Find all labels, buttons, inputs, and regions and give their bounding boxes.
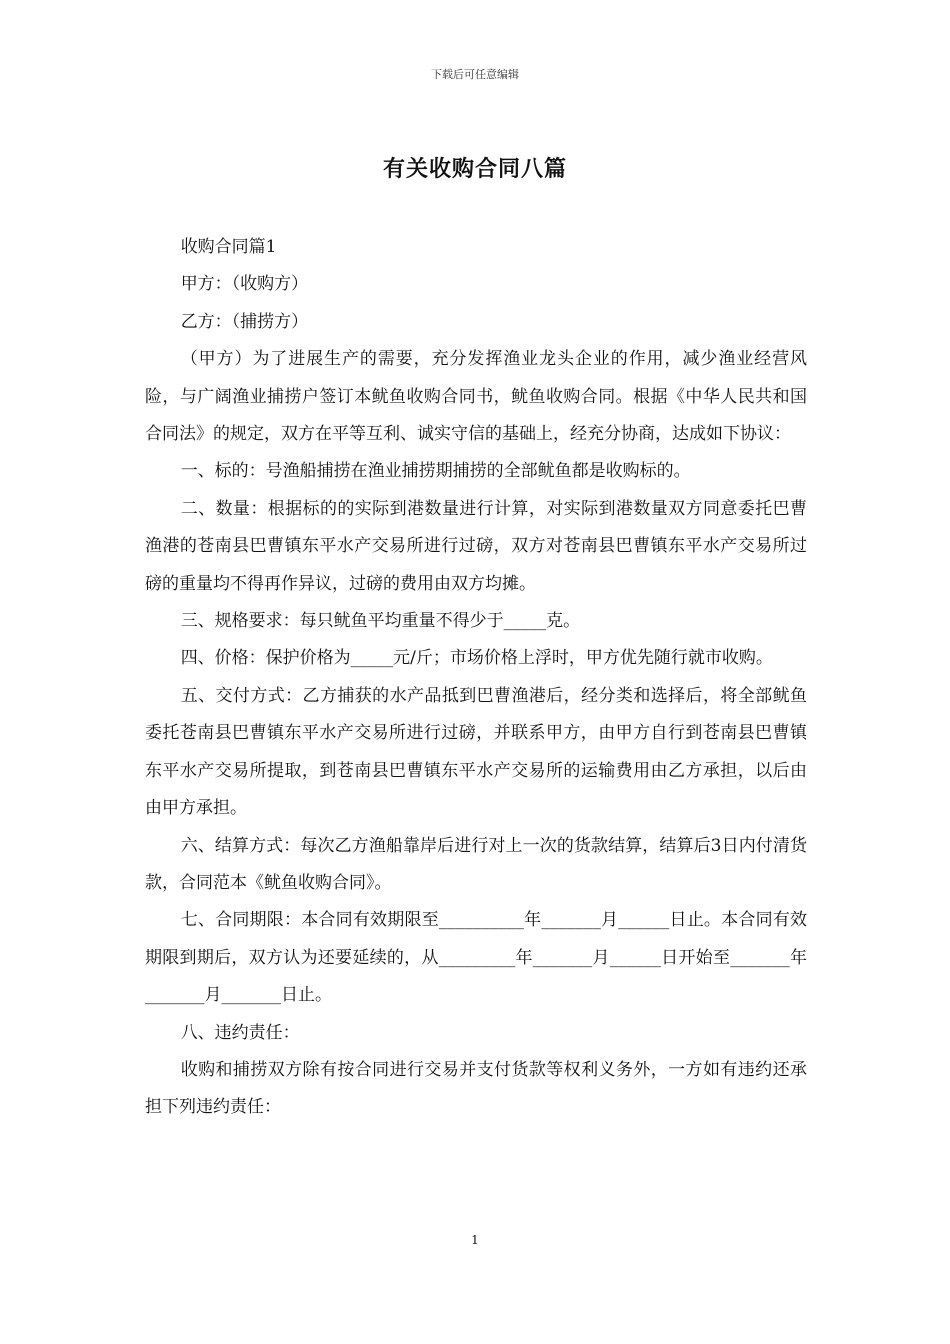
paragraph-clause-7: 七、合同期限：本合同有效期限至__________年_______月______日止。本合同有效期限到期后，双方认为还要延续的，从_________年_______月______日开始至_______年_______月_______日止。 [145,910,807,1006]
paragraph-clause-1: 一、标的：号渔船捕捞在渔业捕捞期捕捞的全部鱿鱼都是收购标的。 [180,461,691,482]
paragraph-clause-2: 二、数量：根据标的的实际到港数量进行计算，对实际到港数量双方同意委托巴曹渔港的苍南县巴曹镇东平水产交易所进行过磅，双方对苍南县巴曹镇东平水产交易所过磅的重量均不得再作异议，过磅的费用由双方均摊。 [145,498,807,594]
header-note: 下载后可任意编辑 [431,68,519,81]
paragraph-clause-8-text: 收购和捕捞双方除有按合同进行交易并支付货款等权利义务外，一方如有违约还承担下列违约责任： [145,1059,807,1118]
paragraph-clause-6: 六、结算方式：每次乙方渔船靠岸后进行对上一次的货款结算，结算后3日内付清货款，合同范本《鱿鱼收购合同》。 [145,835,807,893]
paragraph-clause-4: 四、价格：保护价格为_____元/斤；市场价格上浮时，甲方优先随行就市收购。 [180,648,773,669]
paragraph-party-a: 甲方：（收购方） [180,274,309,295]
paragraph-preamble: （甲方）为了进展生产的需要，充分发挥渔业龙头企业的作用，减少渔业经营风险，与广阔渔业捕捞户签订本鱿鱼收购合同书，鱿鱼收购合同。根据《中华人民共和国合同法》的规定，双方在平等互利、诚实守信的基础上，经充分协商，达成如下协议： [145,349,807,445]
paragraph-clause-5: 五、交付方式：乙方捕获的水产品抵到巴曹渔港后，经分类和选择后，将全部鱿鱼委托苍南县巴曹镇东平水产交易所进行过磅，并联系甲方，由甲方自行到苍南县巴曹镇东平水产交易所提取，到苍南县巴曹镇东平水产交易所的运输费用由乙方承担，以后由由甲方承担。 [145,685,807,819]
document-title: 有关收购合同八篇 [382,156,567,182]
paragraph-clause-3: 三、规格要求：每只鱿鱼平均重量不得少于_____克。 [180,611,581,632]
paragraph-party-b: 乙方：（捕捞方） [180,311,309,332]
page-number: 1 [471,1233,479,1247]
document-body [145,229,807,1127]
paragraph-clause-8: 八、违约责任： [180,1022,300,1043]
paragraph-section-heading: 收购合同篇1 [180,237,277,257]
